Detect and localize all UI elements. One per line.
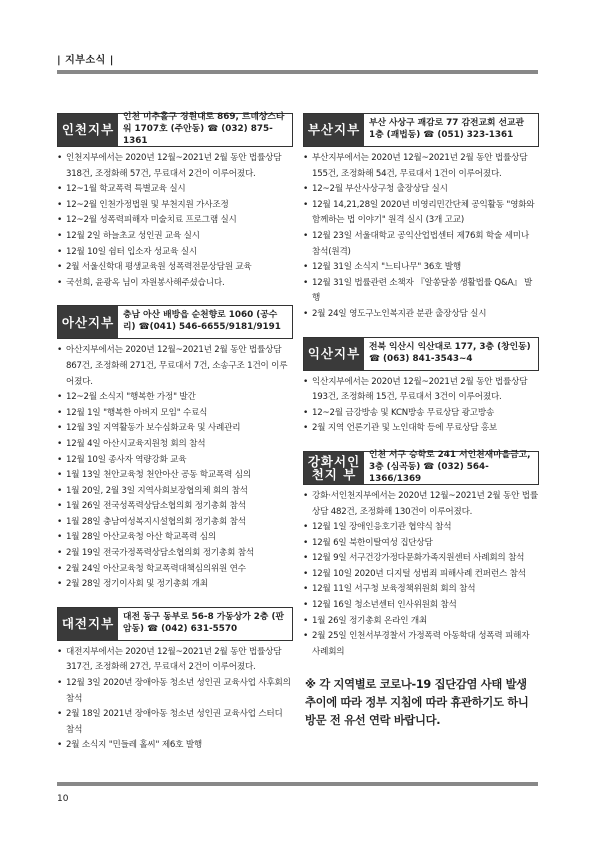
branch-phone: ☎ (042) 631-5570 (147, 623, 238, 634)
section-header: | 지부소식 | (57, 55, 114, 66)
branch-address: 대전 동구 동부로 56-8 가동상가 2층 (판암동) (123, 611, 285, 634)
branch-section (303, 113, 539, 323)
activity-item: • 대전지부에서는 2020년 12월~2021년 2월 동안 법률상담 317건, 조정화해 27건, 무료대서 2건이 이루어졌다. (57, 645, 293, 676)
activity-item: • 12월 10일 2020년 디지털 성범죄 피해사례 컨퍼런스 참석 (303, 567, 539, 583)
right-column (303, 113, 539, 730)
branch-header (57, 305, 293, 339)
activity-item: • 2월 19일 전국가정폭력상담소협의회 정기총회 참석 (57, 546, 293, 562)
activity-item: • 12월 1일 장애인응호기관 협약식 참석 (303, 520, 539, 536)
activity-item: • 12월 10일 쉼터 입소자 성교육 실시 (57, 245, 293, 261)
branch-header (303, 337, 539, 371)
branch-header (57, 607, 293, 641)
activity-item: • 12월 6일 북한이탈여성 집단상담 (303, 536, 539, 552)
activity-item: • 12월 16일 청소년센터 인사위원회 참석 (303, 598, 539, 614)
activity-list (303, 375, 539, 437)
branch-name: 익산지부 (304, 338, 364, 370)
activity-item: • 12월 1일 "행복한 아버지 모임" 수료식 (57, 406, 293, 422)
branch-section (303, 451, 539, 661)
activity-item: • 2월 25일 인천서부경찰서 가정폭력 아동학대 성폭력 피해자 사례회의 (303, 629, 539, 660)
activity-item: • 12월 10일 종사자 역량강화 교육 (57, 453, 293, 469)
branch-header (303, 451, 539, 485)
activity-list (57, 151, 293, 291)
address-line (369, 450, 533, 486)
bottom-divider (57, 782, 538, 786)
page-number: 10 (57, 794, 69, 804)
branch-address-block (118, 306, 292, 338)
left-column (57, 113, 293, 768)
branch-phone: ☎ (032) 564-1366/1369 (369, 461, 489, 484)
activity-item: • 12월 2일 하늘초교 성인권 교육 실시 (57, 229, 293, 245)
branch-header (303, 113, 539, 147)
activity-item: • 12~2월 소식지 "행복한 가정" 발간 (57, 390, 293, 406)
activity-item: • 2월 서울신학대 평생교육원 성폭력전문상담원 교육 (57, 260, 293, 276)
address-line (369, 118, 533, 142)
branch-phone: ☎ (051) 323-1361 (423, 130, 514, 140)
branch-address-block (364, 338, 538, 370)
branch-name: 대전지부 (58, 608, 118, 640)
activity-list (303, 151, 539, 323)
activity-item: • 12월 9일 서구건강가정다문화가족지원센터 사례회의 참석 (303, 551, 539, 567)
activity-item: • 12월 4일 아산시교육지원청 회의 참석 (57, 437, 293, 453)
activity-list (57, 343, 293, 593)
branch-address: 부산 사상구 괘감로 77 감전교회 선교관 1층 (괘법동) (369, 118, 525, 140)
activity-list (303, 489, 539, 661)
activity-item: • 부산지부에서는 2020년 12월~2021년 2월 동안 법률상담 155건, 조정화해 54건, 무료대서 1건이 이루어졌다. (303, 151, 539, 182)
address-line (123, 310, 287, 334)
address-line (369, 342, 533, 366)
branch-phone: ☎ (063) 841-3543~4 (369, 353, 473, 364)
activity-item: • 1월 26일 정기총회 온라인 개최 (303, 614, 539, 630)
activity-item: • 12월 31일 소식지 "느티나무" 36호 발행 (303, 260, 539, 276)
activity-item: • 12월 3일 2020년 장애아동 청소년 성인권 교육사업 사후회의 참석 (57, 676, 293, 707)
notice-text: ※ 각 지역별로 코로나-19 집단감염 사태 발생 추이에 따라 정부 지침에 따라 휴관하기도 하니 방문 전 유선 연락 바랍니다. (305, 678, 529, 728)
top-divider (57, 70, 538, 74)
activity-item: • 12월 11일 서구청 보육정책위원회 회의 참석 (303, 582, 539, 598)
activity-item: • 국선희, 윤광옥 님이 자원봉사해주셨습니다. (57, 276, 293, 292)
branch-name: 강화서인천지 부 (304, 452, 364, 484)
branch-section (57, 305, 293, 593)
activity-item: • 1월 20일, 2월 3일 지역사회보장협의체 회의 참석 (57, 484, 293, 500)
branch-name: 아산지부 (58, 306, 118, 338)
activity-item: • 12~2월 부산사상구청 출장상담 실시 (303, 182, 539, 198)
branch-section (303, 337, 539, 437)
activity-item: • 12월 14,21,28일 2020년 비영리민간단체 공익활동 "영화와 함께하는 법 이야기" 원격 실시 (3개 고교) (303, 198, 539, 229)
activity-item: • 1월 28일 아산교육청 아산 학교폭력 심의 (57, 530, 293, 546)
activity-item: • 강화·서인천지부에서는 2020년 12월~2021년 2월 동안 법률상담 482건, 조정화해 130건이 이루어졌다. (303, 489, 539, 520)
activity-item: • 아산지부에서는 2020년 12월~2021년 2월 동안 법률상담 867건, 조정화해 271건, 무료대서 7건, 소송구조 1건이 이루어졌다. (57, 343, 293, 390)
branch-address: 인천 미추홀구 경원대로 869, 르네상스타워 1707호 (주안동) (123, 112, 285, 135)
branch-address: 충남 아산 배방읍 순천향로 1060 (공수리) (123, 310, 278, 333)
branch-address: 인천 서구 승학로 241 서인천새마을금고, 3층 (심곡동) (369, 450, 531, 472)
activity-item: • 12~2월 인천가정법원 및 부천지원 가사조정 (57, 198, 293, 214)
branch-address-block (118, 608, 292, 640)
activity-item: • 12~1월 학교폭력 특별교육 실시 (57, 182, 293, 198)
branch-address-block (118, 114, 292, 146)
activity-item: • 2월 28일 정기이사회 및 정기총회 개최 (57, 577, 293, 593)
activity-item: • 2월 소식지 "민들레 홀씨" 제6호 발행 (57, 738, 293, 754)
branch-address-block (364, 452, 538, 484)
activity-item: • 1월 13일 천안교육청 천안아산 공동 학교폭력 심의 (57, 468, 293, 484)
activity-item: • 인천지부에서는 2020년 12월~2021년 2월 동안 법률상담 318건, 조정화해 57건, 무료대서 2건이 이루어졌다. (57, 151, 293, 182)
branch-name: 부산지부 (304, 114, 364, 146)
activity-item: • 1월 26일 전국성폭력상담소협의회 정기총회 참석 (57, 499, 293, 515)
activity-item: • 1월 28일 충남여성복지시설협의회 정기총회 참석 (57, 515, 293, 531)
branch-address-block (364, 114, 538, 146)
branch-section (57, 607, 293, 754)
branch-phone: ☎(041) 546-6655/9181/9191 (138, 322, 281, 333)
activity-list (57, 645, 293, 754)
activity-item: • 12월 23일 서울대학교 공익산업법센터 제76회 학술 세미나 참석(원격) (303, 229, 539, 260)
activity-item: • 2월 지역 언론기관 및 노인대학 등에 무료상담 홍보 (303, 421, 539, 437)
activity-item: • 2월 18일 2021년 장애아동 청소년 성인권 교육사업 스터디 참석 (57, 707, 293, 738)
activity-item: • 12월 3일 지역활동가 보수심화교육 및 사례관리 (57, 421, 293, 437)
activity-item: • 익산지부에서는 2020년 12월~2021년 2월 동안 법률상담 193건, 조정화해 15건, 무료대서 3건이 이루어졌다. (303, 375, 539, 406)
branch-header (57, 113, 293, 147)
address-line (123, 612, 287, 636)
activity-item: • 12월 31일 법률관련 소책자 『알쏭달쏭 생활법률 Q&A』 발행 (303, 276, 539, 307)
activity-item: • 2월 24일 영도구노인복지관 분관 출장상담 실시 (303, 307, 539, 323)
branch-phone: ☎ (032) 875-1361 (123, 124, 273, 146)
activity-item: • 12~2월 금강방송 및 KCN방송 무료상담 광고방송 (303, 406, 539, 422)
activity-item: • 2월 24일 아산교육청 학교폭력대책심의위원 연수 (57, 562, 293, 578)
branch-name: 인천지부 (58, 114, 118, 146)
branch-section (57, 113, 293, 291)
address-line (123, 112, 287, 148)
branch-address: 전북 익산시 익산대로 177, 3층 (창인동) (369, 341, 531, 352)
activity-item: • 12~2월 성폭력피해자 미술치료 프로그램 실시 (57, 213, 293, 229)
